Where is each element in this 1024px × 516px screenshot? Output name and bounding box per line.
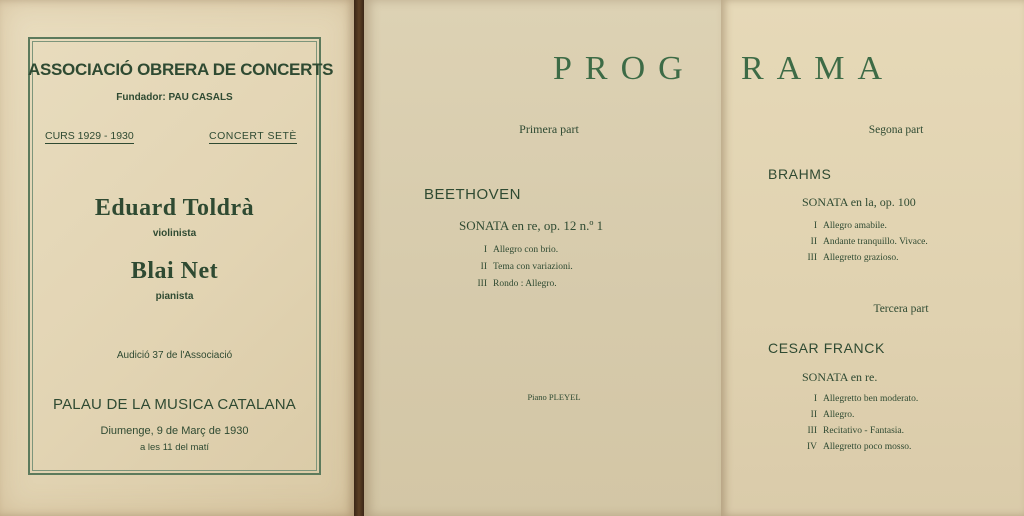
movement-item: II Andante tranquillo. Vivace. bbox=[810, 237, 928, 247]
part1-work: SONATA en re, op. 12 n.º 1 bbox=[459, 218, 604, 233]
performer1-name: Eduard Toldrà bbox=[94, 195, 255, 221]
part2-label: Segona part bbox=[868, 124, 924, 136]
performer1-role: violinista bbox=[152, 228, 197, 239]
program-left-page bbox=[364, 0, 721, 516]
part2-movements bbox=[801, 220, 928, 268]
movement-item: II Tema con variazioni. bbox=[480, 262, 573, 272]
movement-item: I Allegretto ben moderato. bbox=[813, 394, 919, 404]
movement-item: III Rondo : Allegro. bbox=[477, 279, 557, 289]
page-gutter bbox=[354, 0, 364, 516]
part1-label: Primera part bbox=[519, 122, 579, 136]
part2-work: SONATA en la, op. 100 bbox=[802, 195, 916, 209]
performer2-name: Blai Net bbox=[130, 258, 219, 284]
founder-line: Fundador: PAU CASALS bbox=[116, 92, 233, 103]
program-title-right: RAMA bbox=[741, 50, 896, 87]
audition-line: Audició 37 de l'Associació bbox=[116, 350, 233, 361]
program-title-left: PROG bbox=[553, 50, 696, 87]
concert-number: CONCERT SETÈ bbox=[209, 130, 297, 142]
concert-date: Diumenge, 9 de Març de 1930 bbox=[100, 425, 249, 437]
part1-composer: BEETHOVEN bbox=[424, 186, 522, 203]
association-title: ASSOCIACIÓ OBRERA DE CONCERTS bbox=[28, 60, 334, 79]
movement-item: IV Allegretto poco mosso. bbox=[806, 442, 912, 452]
piano-note: Piano PLEYEL bbox=[527, 392, 581, 402]
movement-item: II Allegro. bbox=[810, 410, 855, 420]
venue: PALAU DE LA MUSICA CATALANA bbox=[53, 396, 296, 413]
movement-item: I Allegro amabile. bbox=[813, 221, 887, 231]
part3-work: SONATA en re. bbox=[802, 370, 878, 384]
movement-item: III Allegretto grazioso. bbox=[807, 253, 899, 263]
performer2-role: pianista bbox=[155, 291, 194, 302]
concert-time: a les 11 del matí bbox=[139, 442, 209, 453]
part3-composer: CESAR FRANCK bbox=[768, 340, 885, 356]
cover-page bbox=[0, 0, 354, 516]
part1-movements bbox=[469, 244, 573, 295]
part2-composer: BRAHMS bbox=[768, 166, 832, 182]
program-right-page bbox=[721, 0, 1024, 516]
movement-item: III Recitativo - Fantasia. bbox=[807, 426, 904, 436]
part3-movements bbox=[801, 393, 918, 457]
part3-label: Tercera part bbox=[873, 303, 929, 315]
movement-item: I Allegro con brio. bbox=[483, 245, 559, 255]
course-label: CURS 1929 - 1930 bbox=[45, 130, 134, 142]
